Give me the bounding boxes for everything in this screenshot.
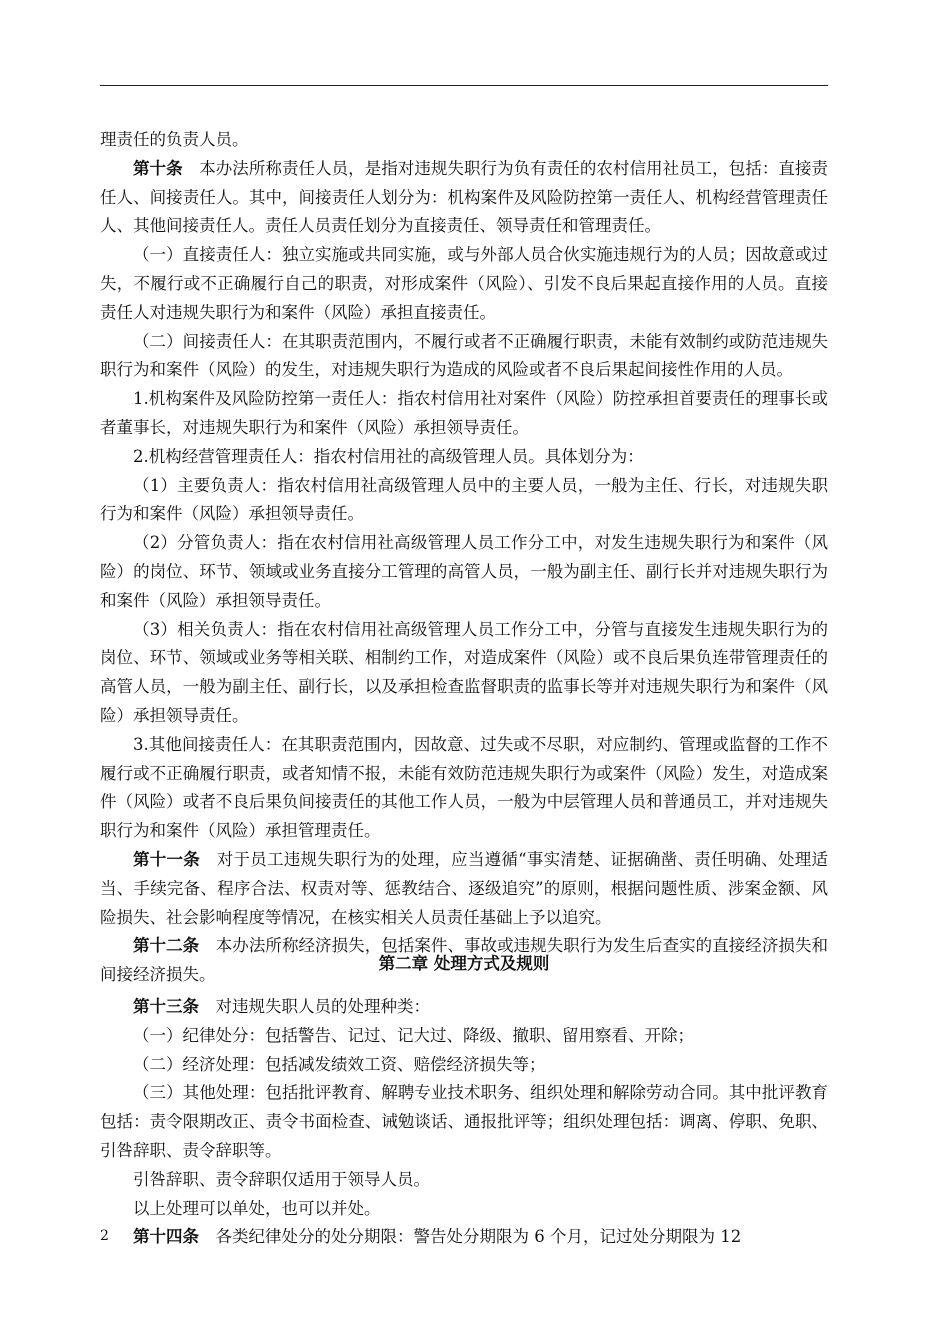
- article-number: 第十四条: [133, 1227, 199, 1247]
- article-number: 第十条: [133, 158, 183, 178]
- paragraph-text: 本办法所称经济损失，包括案件、事故或违规失职行为发生后查实的直接经济损失和间接经济损失。: [100, 936, 829, 985]
- paragraph-text: （2）分管负责人：指在农村信用社高级管理人员工作分工中，对发生违规失职行为和案件（风险）的岗位、环节、领域或业务直接分工管理的高管人员，一般为副主任、副行长并对违规失职行为和案件（风险）承担领导责任。: [100, 533, 828, 610]
- document-body-bottom: [100, 993, 828, 1252]
- paragraph: [100, 328, 828, 386]
- paragraph: [100, 155, 828, 241]
- chapter-title: 第二章 处理方式及规则: [378, 954, 550, 973]
- paragraph-text: 各类纪律处分的处分期限：警告处分期限为 6 个月，记过处分期限为 12: [199, 1227, 742, 1247]
- article-number: 第十二条: [133, 936, 200, 956]
- paragraph-text: （一）直接责任人：独立实施或共同实施，或与外部人员合伙实施违规行为的人员；因故意或过失，不履行或不正确履行自己的职责，对形成案件（风险）、引发不良后果起直接作用的人员。直接责任人对违规失职行为和案件（风险）承担直接责任。: [100, 245, 828, 322]
- paragraph-text: 2.机构经营管理责任人：指农村信用社的高级管理人员。具体划分为：: [133, 446, 644, 466]
- paragraph: [100, 1223, 828, 1252]
- paragraph: [100, 616, 828, 731]
- paragraph-text: 对于员工违规失职行为的处理，应当遵循“事实清楚、证据确凿、责任明确、处理适当、手续完备、程序合法、权责对等、惩教结合、逐级追究”的原则，根据问题性质、涉案金额、风险损失、社会影响程度等情况，在核实相关人员责任基础上予以追究。: [100, 849, 829, 927]
- paragraph: [100, 126, 828, 155]
- paragraph: [100, 1022, 828, 1051]
- article-number: 第十一条: [133, 849, 200, 869]
- paragraph-text: （三）其他处理：包括批评教育、解聘专业技术职务、组织处理和解除劳动合同。其中批评教育包括：责令限期改正、责令书面检查、诫勉谈话、通报批评等；组织处理包括：调离、停职、免职、引咎辞职、责令辞职等。: [100, 1083, 828, 1160]
- paragraph-text: 1.机构案件及风险防控第一责任人：指农村信用社对案件（风险）防控承担首要责任的理事长或者董事长，对违规失职行为和案件（风险）承担领导责任。: [100, 389, 828, 437]
- paragraph-text: 3.其他间接责任人：在其职责范围内，因故意、过失或不尽职，对应制约、管理或监督的工作不履行或不正确履行职责，或者知情不报，未能有效防范违规失职行为或案件（风险）发生，对造成案件（风险）或者不良后果负间接责任的其他工作人员，一般为中层管理人员和普通员工，并对违规失职行为和案件（风险）承担管理责任。: [100, 734, 828, 841]
- paragraph: [100, 472, 828, 530]
- paragraph-text: （一）纪律处分：包括警告、记过、记大过、降级、撤职、留用察看、开除；: [133, 1025, 694, 1045]
- paragraph: [100, 1079, 828, 1165]
- paragraph-text: 以上处理可以单处，也可以并处。: [133, 1198, 381, 1218]
- paragraph: [100, 1195, 828, 1224]
- paragraph: [100, 846, 828, 932]
- paragraph-text: 理责任的负责人员。: [100, 130, 249, 149]
- paragraph: [100, 993, 828, 1022]
- paragraph: [100, 731, 828, 846]
- document-body-top: [100, 126, 828, 990]
- article-number: 第十三条: [133, 997, 199, 1016]
- paragraph: [100, 1051, 828, 1080]
- page-number: 2: [100, 1228, 109, 1244]
- paragraph: [100, 529, 828, 615]
- paragraph-text: （二）间接责任人：在其职责范围内，不履行或者不正确履行职责，未能有效制约或防范违规失职行为和案件（风险）的发生，对违规失职行为造成的风险或者不良后果起间接性作用的人员。: [100, 331, 828, 380]
- paragraph: [100, 241, 828, 327]
- header-rule: [100, 85, 828, 86]
- paragraph-text: 本办法所称责任人员，是指对违规失职行为负有责任的农村信用社员工，包括：直接责任人、间接责任人。其中，间接责任人划分为：机构案件及风险防控第一责任人、机构经营管理责任人、其他间接责任人。责任人员责任划分为直接责任、领导责任和管理责任。: [100, 158, 829, 236]
- paragraph-text: 引咎辞职、责令辞职仅适用于领导人员。: [133, 1169, 430, 1189]
- paragraph: [100, 1166, 828, 1195]
- paragraph-text: 对违规失职人员的处理种类：: [199, 997, 430, 1016]
- paragraph: [100, 443, 828, 472]
- paragraph: [100, 385, 828, 443]
- paragraph-text: （3）相关负责人：指在农村信用社高级管理人员工作分工中，分管与直接发生违规失职行为的岗位、环节、领域或业务等相关联、相制约工作，对造成案件（风险）或不良后果负连带管理责任的高管人员，一般为副主任、副行长，以及承担检查监督职责的监事长等并对违规失职行为和案件（风险）承担领导责任。: [100, 619, 828, 725]
- paragraph-text: （1）主要负责人：指农村信用社高级管理人员中的主要人员，一般为主任、行长，对违规失职行为和案件（风险）承担领导责任。: [100, 475, 828, 524]
- paragraph-text: （二）经济处理：包括减发绩效工资、赔偿经济损失等；: [133, 1054, 546, 1074]
